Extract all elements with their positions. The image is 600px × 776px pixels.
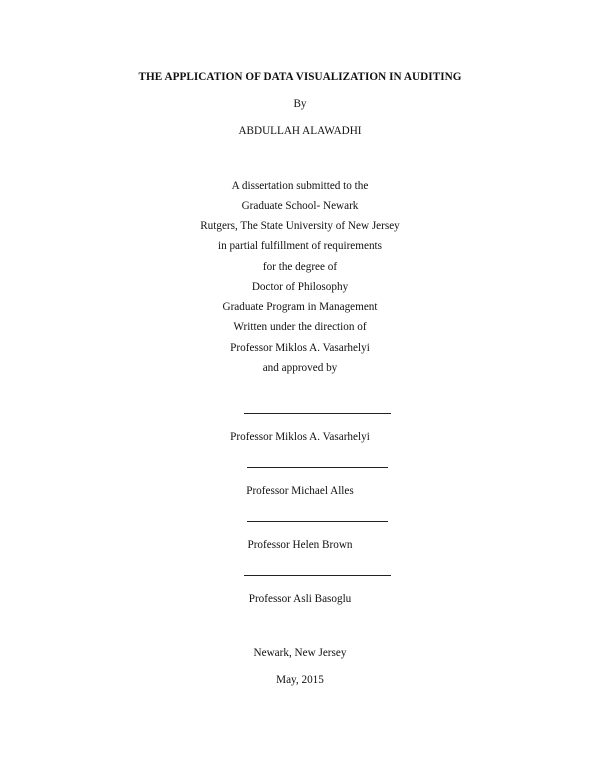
signature-line <box>247 467 388 468</box>
signature-line <box>247 521 388 522</box>
author-name: ABDULLAH ALAWADHI <box>238 125 362 137</box>
approver-name: Professor Asli Basoglu <box>248 593 352 605</box>
submission-line: Professor Miklos A. Vasarhelyi <box>230 342 370 354</box>
submission-line: in partial fulfillment of requirements <box>217 240 383 252</box>
dissertation-title: THE APPLICATION OF DATA VISUALIZATION IN AUDITING <box>138 71 462 83</box>
submission-line: Written under the direction of <box>233 321 367 333</box>
submission-line: A dissertation submitted to the <box>231 180 369 192</box>
location: Newark, New Jersey <box>253 647 347 659</box>
submission-line: Rutgers, The State University of New Jersey <box>200 220 400 232</box>
submission-date: May, 2015 <box>276 674 324 686</box>
submission-line: Graduate Program in Management <box>222 301 378 313</box>
approver-name: Professor Miklos A. Vasarhelyi <box>230 431 370 443</box>
signature-line <box>244 413 391 414</box>
submission-line: Doctor of Philosophy <box>251 281 349 293</box>
submission-line: for the degree of <box>262 261 338 273</box>
approver-name: Professor Helen Brown <box>247 539 353 551</box>
signature-line <box>244 575 391 576</box>
approver-name: Professor Michael Alles <box>246 485 354 497</box>
by-label: By <box>293 98 307 110</box>
submission-line: and approved by <box>262 362 338 374</box>
submission-line: Graduate School- Newark <box>241 200 359 212</box>
